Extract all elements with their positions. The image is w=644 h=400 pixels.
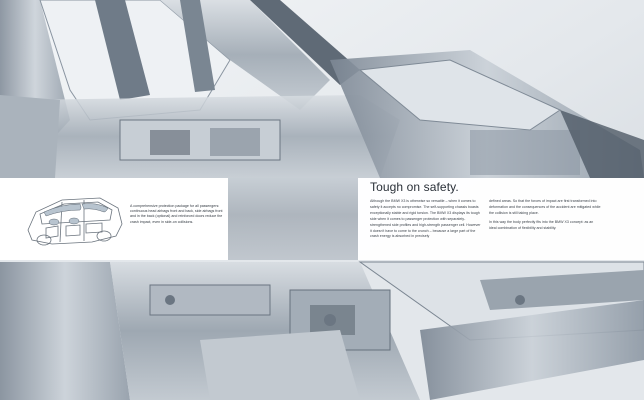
airbag-caption: A comprehensive protection package for all passengers: continuous head airbags front and back, side airbags front and in the back (optional) and reinforced doors reduce the crash impact, even in side-on collisions. <box>130 204 223 224</box>
body-column-1: Although the BMW X3 is otherwise so versatile – when it comes to safety it accepts no compromise. The self-supporting chassis boasts exceptionally stable and rigid torsion. The BMW X3 displays its tough side when it comes to passenger protection with separately-strengthened side profiles and high-strength passenger cell. However it doesn't have to come to the crunch – because a large part of the crash energy is absorbed in precisely <box>370 199 481 239</box>
page-title: Tough on safety. <box>370 180 459 194</box>
body-column-2 <box>489 199 601 235</box>
car-airbag-diagram-icon <box>22 190 126 252</box>
body-column-2-paragraph-1: defined areas. So that the forces of impact are first transformed into deformation and the consequences of the accident are mitigated while the collision is still taking place. <box>489 199 601 215</box>
body-column-2-paragraph-2: In this way the body perfectly fits into the BMW X3 concept: as an ideal combination of flexibility and stability. <box>489 219 594 230</box>
steel-tint-panel <box>228 178 358 260</box>
